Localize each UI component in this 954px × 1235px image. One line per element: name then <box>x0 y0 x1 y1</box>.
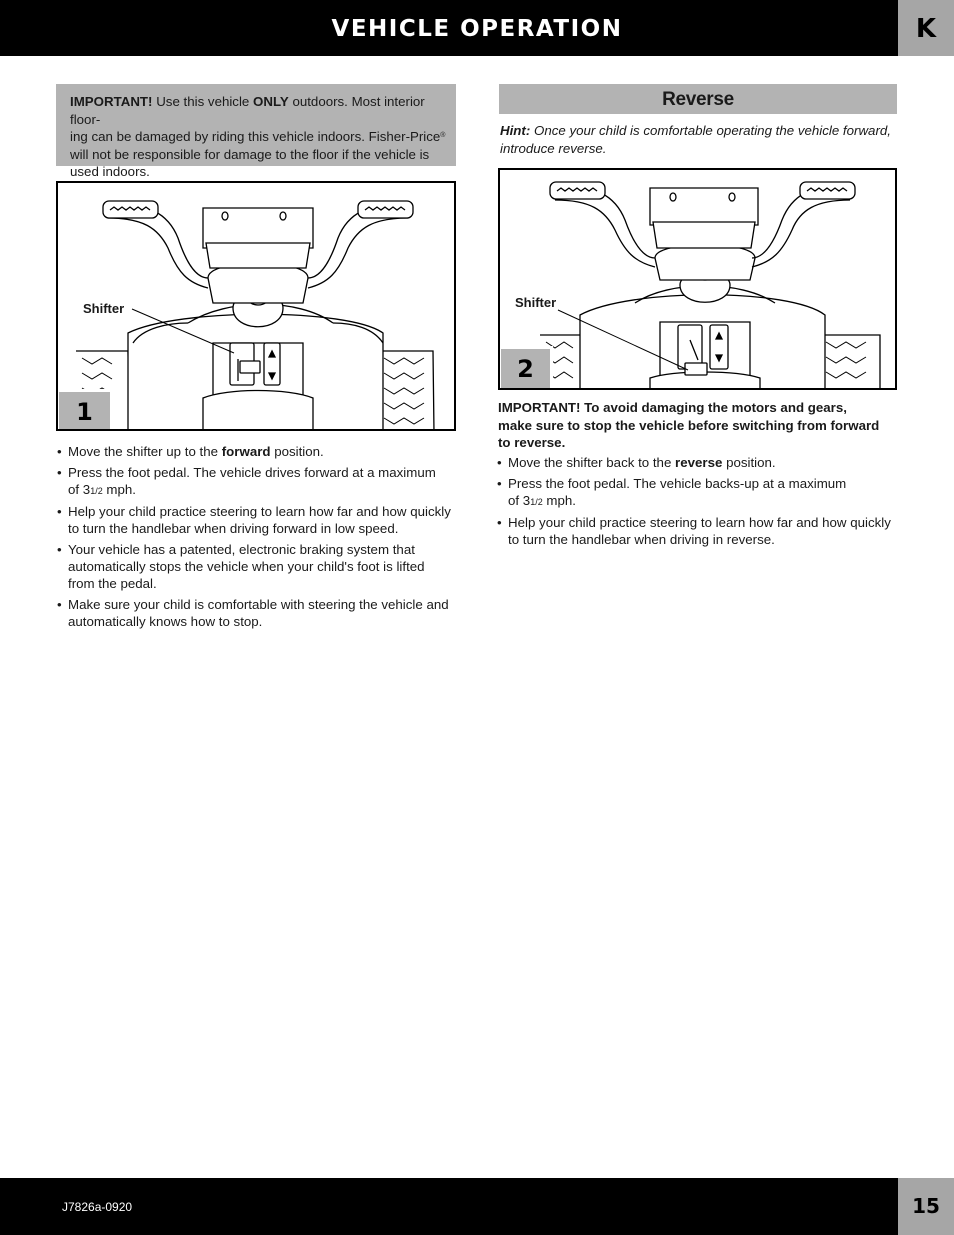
important-notice-box: IMPORTANT! Use this vehicle ONLY outdoors. Most interior floor- ing can be damaged by riding this vehicle indoors. Fisher-Price® will not be responsible for damage to the floor if the vehicle is used indoors. <box>56 84 456 166</box>
forward-instructions-list <box>57 443 452 634</box>
figure-number-badge: 2 <box>501 346 553 388</box>
reverse-section-heading: Reverse <box>499 84 897 114</box>
reverse-warning: IMPORTANT! To avoid damaging the motors and gears, make sure to stop the vehicle before switching from forward to reverse. <box>498 400 880 451</box>
list-item: • Help your child practice steering to learn how far and how quickly to turn the handlebar when driving in reverse. <box>497 514 897 548</box>
figure-1-forward-shifter <box>56 181 456 431</box>
section-letter-tab: K <box>898 0 954 56</box>
list-item: • Help your child practice steering to learn how far and how quickly to turn the handlebar when driving forward in low speed. <box>57 503 452 537</box>
list-item: • Move the shifter up to the forward position. <box>57 443 452 460</box>
list-item: • Your vehicle has a patented, electronic braking system that automatically stops the vehicle when your child's foot is lifted from the pedal. <box>57 541 452 593</box>
list-item: • Press the foot pedal. The vehicle drives forward at a maximum of 31/2 mph. <box>57 464 452 500</box>
reverse-instructions-list <box>497 454 897 552</box>
shifter-callout-label: Shifter <box>515 295 557 310</box>
shifter-callout-label: Shifter <box>83 301 125 316</box>
footer-bar <box>0 1178 898 1235</box>
list-item: • Press the foot pedal. The vehicle backs-up at a maximum of 31/2 mph. <box>497 475 897 511</box>
list-item: • Move the shifter back to the reverse position. <box>497 454 897 471</box>
reverse-hint: Hint: Once your child is comfortable operating the vehicle forward, introduce reverse. <box>500 123 891 156</box>
quad-handlebar-illustration-2 <box>500 170 897 390</box>
page-number: 15 <box>898 1178 954 1235</box>
figure-number-badge: 1 <box>59 389 113 431</box>
document-code: J7826a-0920 <box>62 1200 133 1214</box>
page-title: VEHICLE OPERATION <box>331 16 623 42</box>
list-item: • Make sure your child is comfortable with steering the vehicle and automatically knows how to stop. <box>57 596 452 630</box>
figure-2-reverse-shifter <box>498 168 897 390</box>
